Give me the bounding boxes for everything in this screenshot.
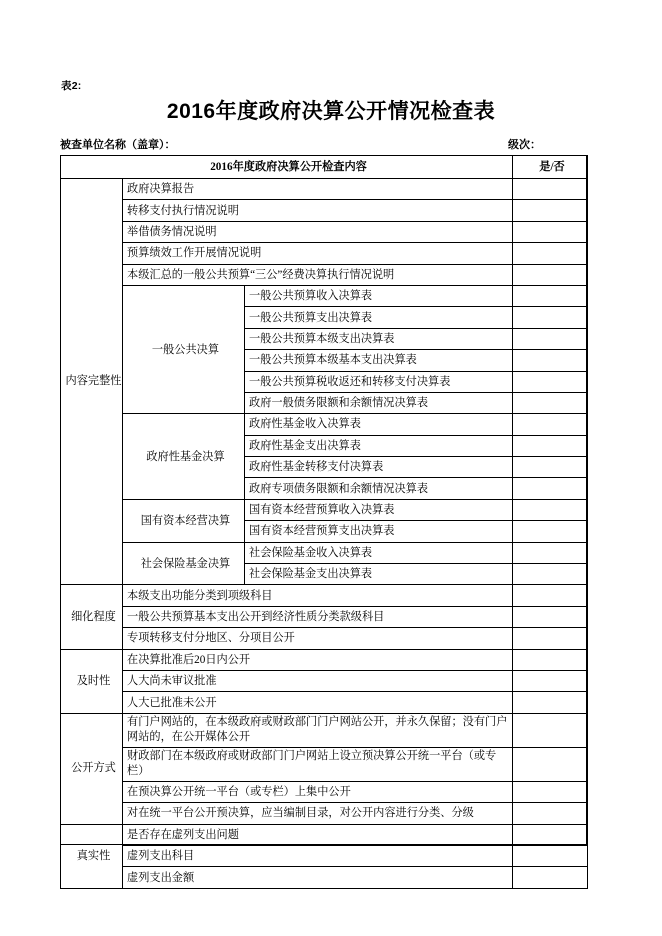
table-row [61,670,588,691]
check-item: 人大已批准未公开 [123,692,513,713]
answer-cell[interactable] [513,542,588,563]
check-item: 国有资本经营预算支出决算表 [245,521,513,542]
inspection-table [60,155,588,889]
group-label: 社会保险基金决算 [123,542,245,585]
table-row [61,692,588,713]
answer-cell[interactable] [513,435,588,456]
group-label: 一般公共决算 [123,285,245,413]
table-row [61,803,588,824]
answer-cell[interactable] [513,713,588,747]
check-item: 一般公共预算收入决算表 [245,285,513,306]
table-row [61,200,588,221]
check-item: 本级支出功能分类到项级科目 [123,585,513,606]
table-row [61,649,588,670]
table-row [61,499,588,520]
check-item: 政府性基金收入决算表 [245,414,513,435]
table-row [61,542,588,563]
answer-cell[interactable] [513,499,588,520]
check-item: 一般公共预算本级基本支出决算表 [245,350,513,371]
table-body [61,156,588,889]
subheader-row [60,136,587,152]
check-item: 虚列支出金额 [123,867,513,888]
check-item: 一般公共预算本级支出决算表 [245,328,513,349]
table-row [61,713,588,747]
section-label-细化程度: 细化程度 [61,585,123,649]
table-row [61,264,588,285]
answer-cell[interactable] [513,307,588,328]
check-item: 政府性基金转移支付决算表 [245,457,513,478]
answer-cell[interactable] [513,478,588,499]
check-item: 国有资本经营预算收入决算表 [245,499,513,520]
section-label-公开方式: 公开方式 [61,713,123,824]
section-label-内容完整性: 内容完整性 [61,179,123,585]
table-row [61,414,588,435]
check-item: 在决算批准后20日内公开 [123,649,513,670]
table-row [61,781,588,802]
answer-cell[interactable] [513,285,588,306]
check-item: 一般公共预算支出决算表 [245,307,513,328]
table-row [61,285,588,306]
answer-cell[interactable] [513,692,588,713]
table-row [61,585,588,606]
answer-cell[interactable] [513,845,588,866]
answer-cell[interactable] [513,521,588,542]
answer-cell[interactable] [513,350,588,371]
table-row [61,824,588,845]
table-row [61,179,588,200]
answer-cell[interactable] [513,328,588,349]
answer-cell[interactable] [513,179,588,200]
check-item: 是否存在虚列支出问题 [123,824,513,845]
answer-cell[interactable] [513,628,588,649]
page-title: 2016年度政府决算公开情况检查表 [166,100,496,123]
check-item: 一般公共预算基本支出公开到经济性质分类款级科目 [123,606,513,627]
check-item: 政府一般债务限额和余额情况决算表 [245,392,513,413]
inspection-table-wrapper [60,155,587,889]
table-row [61,221,588,242]
sheet-label: 表2: [61,80,82,92]
table-row [61,747,588,781]
check-item: 政府专项债务限额和余额情况决算表 [245,478,513,499]
answer-cell[interactable] [513,243,588,264]
answer-cell[interactable] [513,670,588,691]
group-label: 政府性基金决算 [123,414,245,500]
answer-cell[interactable] [513,747,588,781]
table-row [61,606,588,627]
answer-cell[interactable] [513,414,588,435]
table-row [61,628,588,649]
check-item: 社会保险基金支出决算表 [245,564,513,585]
check-item: 社会保险基金收入决算表 [245,542,513,563]
check-item: 转移支付执行情况说明 [123,200,513,221]
answer-cell[interactable] [513,457,588,478]
level-label: 级次： [508,139,541,151]
answer-cell[interactable] [513,606,588,627]
answer-cell[interactable] [513,221,588,242]
answer-cell[interactable] [513,392,588,413]
check-item: 有门户网站的，在本级政府或财政部门门户网站公开，并永久保留；没有门户网站的，在公开媒体公开 [123,713,513,747]
answer-cell[interactable] [513,867,588,888]
table-row [61,867,588,888]
check-item: 一般公共预算税收返还和转移支付决算表 [245,371,513,392]
answer-cell[interactable] [513,371,588,392]
check-item: 举借债务情况说明 [123,221,513,242]
check-item: 在预决算公开统一平台（或专栏）上集中公开 [123,781,513,802]
answer-cell[interactable] [513,649,588,670]
check-item: 人大尚未审议批准 [123,670,513,691]
table-header-row [61,156,588,179]
header-answer-col: 是/否 [513,156,588,179]
check-item: 财政部门在本级政府或财政部门门户网站上设立预决算公开统一平台（或专栏） [123,747,513,781]
answer-cell[interactable] [513,200,588,221]
answer-cell[interactable] [513,824,588,845]
unit-name-label: 被查单位名称（盖章）： [60,139,176,151]
answer-cell[interactable] [513,803,588,824]
check-item: 政府性基金支出决算表 [245,435,513,456]
table-row [61,243,588,264]
check-item: 预算绩效工作开展情况说明 [123,243,513,264]
section-label-及时性: 及时性 [61,649,123,713]
check-item: 专项转移支付分地区、分项目公开 [123,628,513,649]
table-row [61,845,588,866]
check-item: 政府决算报告 [123,179,513,200]
check-item: 本级汇总的一般公共预算“三公”经费决算执行情况说明 [123,264,513,285]
check-item: 虚列支出科目 [123,845,513,866]
header-content-col: 2016年度政府决算公开检查内容 [61,156,513,179]
answer-cell[interactable] [513,564,588,585]
check-item: 对在统一平台公开预决算，应当编制目录，对公开内容进行分类、分级 [123,803,513,824]
answer-cell[interactable] [513,264,588,285]
group-label: 国有资本经营决算 [123,499,245,542]
section-label-真实性: 真实性 [61,824,123,888]
answer-cell[interactable] [513,781,588,802]
answer-cell[interactable] [513,585,588,606]
